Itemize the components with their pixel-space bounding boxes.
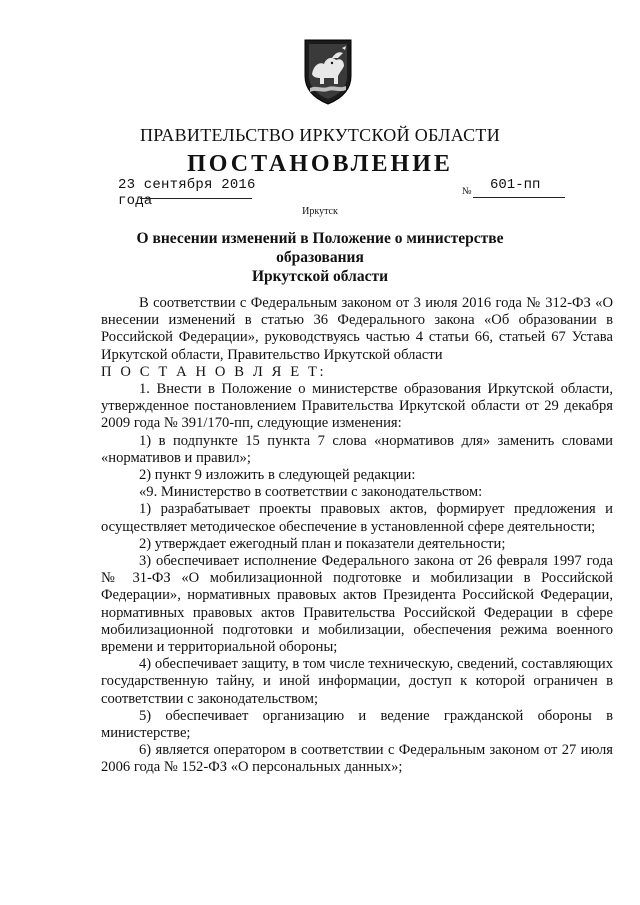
paragraph: 1. Внести в Положение о министерстве образования Иркутской области, утвержденное постановлением Правительства Иркутской области от 29 декабря 2009 года № 391/170-пп, следующие изменения: xyxy=(101,381,613,432)
title-line-1: О внесении изменений в Положение о министерстве образования xyxy=(136,230,504,266)
paragraph: 1) в подпункте 15 пункта 7 слова «нормативов для» заменить словами «нормативов и правил»; xyxy=(101,432,613,466)
paragraph: 4) обеспечивает защиту, в том числе техническую, сведений, составляющих государственную тайну, и иной информации, доступ к которой ограничен в соответствии с законодательством; xyxy=(101,656,613,707)
document-body xyxy=(101,295,613,777)
decree-date: 23 сентября 2016 года xyxy=(118,177,256,209)
number-underline xyxy=(473,197,565,198)
paragraph: 6) является оператором в соответствии с Федеральным законом от 27 июля 2006 года № 152-ФЗ «О персональных данных»; xyxy=(101,742,613,776)
resolves-word: П О С Т А Н О В Л Я Е Т: xyxy=(101,363,327,380)
decree-number: 601-пп xyxy=(490,177,541,193)
city-name: Иркутск xyxy=(302,206,338,217)
paragraph: 1) разрабатывает проекты правовых актов, формирует предложения и осуществляет методическое обеспечение в установленной сфере деятельности; xyxy=(101,501,613,535)
date-underline xyxy=(140,198,252,199)
number-sign: № xyxy=(462,186,472,197)
coat-of-arms-icon xyxy=(302,36,354,106)
paragraph: 5) обеспечивает организацию и ведение гражданской обороны в министерстве; xyxy=(101,707,613,742)
document-title xyxy=(130,229,510,286)
document-type-heading: ПОСТАНОВЛЕНИЕ xyxy=(187,151,453,177)
paragraph: 2) утверждает ежегодный план и показатели деятельности; xyxy=(139,535,506,552)
authority-name: ПРАВИТЕЛЬСТВО ИРКУТСКОЙ ОБЛАСТИ xyxy=(139,125,501,145)
paragraph: 2) пункт 9 изложить в следующей редакции: xyxy=(139,467,416,484)
paragraph: «9. Министерство в соответствии с законодательством: xyxy=(139,484,483,501)
paragraph: 3) обеспечивает исполнение Федерального закона от 26 февраля 1997 года № 31-ФЗ «О мобилизационной подготовке и мобилизации в Российской Федерации», нормативных правовых актов Президента Российской Федерации, нормативных правовых актов Правительства Российской Федерации в сфере мобилизационной подготовки и мобилизации, обеспечения режима военного времени и территориальной обороны; xyxy=(101,553,613,656)
title-line-2: Иркутской области xyxy=(251,268,389,285)
preamble: В соответствии с Федеральным законом от 3 июля 2016 года № 312-ФЗ «О внесении изменений в статью 36 Федерального закона «Об образовании в Российской Федерации», руководствуясь частью 4 статьи 66, статьей 67 Устава Иркутской области, Правительство Иркутской области xyxy=(101,295,613,363)
